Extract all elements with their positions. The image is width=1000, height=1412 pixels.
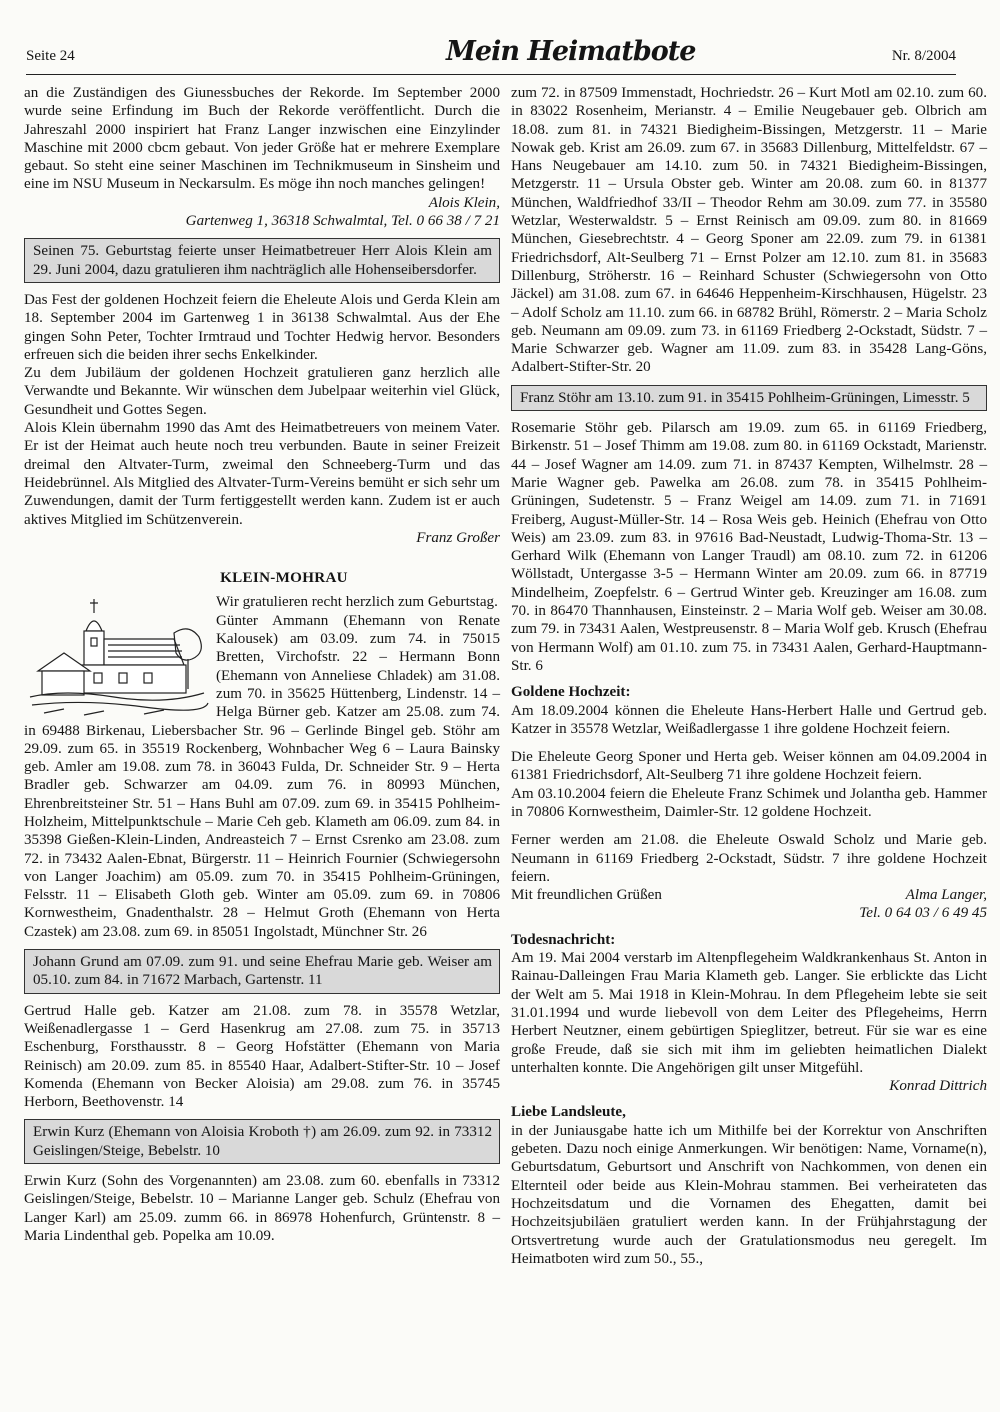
- signature-address: Gartenweg 1, 36318 Schwalmtal, Tel. 0 66 38 / 7 21: [185, 213, 500, 230]
- signature: Alois Klein,: [428, 194, 500, 211]
- heading-dear-compatriots: Liebe Landsleute,: [511, 1104, 626, 1121]
- right-column: [511, 84, 987, 1268]
- paragraph: Ferner werden am 21.08. die Eheleute Oswald Scholz und Marie geb. Neumann in 61169 Friedberg 2-Ockstadt, Südstr. 7 ihre goldene Hochzeit feiern.: [511, 832, 987, 885]
- signature-phone: Tel. 0 64 03 / 6 49 45: [859, 905, 987, 922]
- birthday-list: Günter Ammann (Ehemann von Renate Kalousek) am 03.09. zum 74. in 75015 Bretten, Virchofstr. 22 – Hermann Bonn (Ehemann von Anneliese Chladek) am 31.08. zum 70. in 35625 Hüttenberg, Lindenstr. 14 – Helga Bürner geb. Katzer am 25.08. zum 74. in 69488 Birkenau, Liebersbacher Str. 96 – Gerlinde Bingel geb. Stöhr am 29.09. zum 65. in 35519 Rockenberg, Wohnbacher Weg 6 – Laura Bainsky geb. Amler am 19.08. zum 78. in 36043 Fulda, Dr. Schneider Str. 9 – Herta Bradler geb. Schwarzer am 04.09. zum 76. in 80993 München, Ehrenbreitsteiner Str. 51 – Hans Buhl am 07.09. zum 69. in 35415 Pohlheim-Holzheim, Mittelpunktschule – Marie Ceh geb. Klameth am 06.09. zum 84. in 35398 Gießen-Klein-Linden, Andreasteich 7 – Ernst Csrenko am 23.08. zum 72. in 73432 Aalen-Ebnat, Bürgerstr. 11 – Heinrich Fournier (Schwiegersohn von Langer Joachim) am 05.09. zum 70. in 35415 Pohlheim-Grüningen, Felsstr. 11 – Elisabeth Gloth geb. Winter am 05.09. zum 69. in 70806 Kornwestheim, Gnadenthalstr. 28 – Helmut Groth (Ehemann von Herta Czastek) am 23.08. zum 69. in 85051 Ingolstadt, Münchner Str. 26: [24, 612, 500, 940]
- greeting-row: [511, 886, 987, 904]
- paragraph: Zu dem Jubiläum der goldenen Hochzeit gratulieren ganz herzlich alle Verwandte und Bekannte. Wir wünschen dem Jubelpaar weiterhin viel Glück, Gesundheit und Gottes Segen.: [24, 365, 500, 418]
- birthday-box: Franz Stöhr am 13.10. zum 91. in 35415 Pohlheim-Grüningen, Limesstr. 5: [511, 385, 987, 411]
- signature: Franz Großer: [416, 529, 500, 546]
- paragraph: Das Fest der goldenen Hochzeit feiern die Eheleute Alois und Gerda Klein am 18. September 2004 im Gartenweg 1 in 36138 Schwalmtal. Aus der Ehe gingen Sohn Peter, Tochter Irmtraud und Tochter Hedwig hervor. Besonders erfreuen sich die beiden ihrer sechs Enkelkinder.: [24, 291, 500, 363]
- village-church-illustration: [24, 593, 210, 719]
- header-rule: [26, 74, 956, 75]
- birthday-list: Rosemarie Stöhr geb. Pilarsch am 19.09. zum 65. in 61169 Friedberg, Birkenstr. 51 – Josef Thimm am 19.08. zum 80. in 61169 Ockstadt, Marienstr. 44 – Josef Wagner am 14.09. zum 71. in 87437 Kempten, Wilhelmstr. 28 – Marie Wagner geb. Pawelka am 26.08. zum 78. in 35415 Pohlheim-Grüningen, Sudetenstr. 5 – Franz Weigel am 14.09. zum 71. in 71691 Freiberg, August-Müller-Str. 14 – Rosa Weis geb. Heinich (Ehefrau von Otto Weis) am 23.09. zum 83. in 97616 Bad-Neustadt, Ludwig-Thoma-Str. 13 – Gerhard Wilk (Ehemann von Langer Traudl) am 08.10. zum 72. in 61206 Wöllstadt, Untergasse 3-5 – Hermann Winter am 20.09. zum 66. in 87719 Mindelheim, Zoepfelstr. 6 – Gertrud Winter geb. Kreuzinger am 16.08. zum 70. in 86470 Thannhausen, Einsteinstr. 2 – Maria Wolf geb. Weiser am 30.08. zum 79. in 73431 Aalen, Westpreusenstr. 8 – Maria Wolf geb. Krusch (Ehefrau von Hermann Wolf) am 01.10. zum 75. in 73431 Aalen, Gerhard-Hauptmann-Str. 6: [511, 420, 987, 674]
- signature: Alma Langer,: [905, 887, 987, 904]
- greeting: Mit freundlichen Grüßen: [511, 887, 662, 904]
- intro-text: Wir gratulieren recht herzlich zum Geburtstag.: [216, 594, 498, 611]
- heading-death-notice: Todesnachricht:: [511, 931, 616, 948]
- paragraph: Alois Klein übernahm 1990 das Amt des Heimatbetreuers von meinem Vater. Er ist der Heimat auch heute noch treu verbunden. Baute in seiner Freizeit dreimal den Altvater-Turm, zweimal den Schneeberg-Turm und das Heidebrünnel. Als Mitglied des Altvater-Turm-Vereins bemüht er sich sehr um Zuwendungen, damit der Turm fertiggestellt werden kann. Zudem ist er auch aktives Mitglied im Schützenverein.: [24, 420, 500, 528]
- signature: Konrad Dittrich: [889, 1078, 987, 1095]
- page-number: Seite 24: [26, 48, 75, 64]
- paragraph: Am 19. Mai 2004 verstarb im Altenpflegeheim Waldkrankenhaus St. Anton in Rainau-Dalleingen Frau Maria Klameth geb. Langer. Sie erblickte das Licht der Welt am 5. Mai 1918 in Klein-Mohrau. In dem Pflegeheim lebte sie seit 31.01.1994 und wurde liebevoll von dem Leiter des Pflegeheims, Herrn Herbert Neutzner, einem gebürtigen Spieglitzer, betreut. Für sie war es eine große Freude, daß sie sich mit ihm im geliebten heimatlichen Dialekt unterhalten konnte. Die Angehörigen gilt unser Mitgefühl.: [511, 950, 987, 1076]
- paragraph: Am 18.09.2004 können die Eheleute Hans-Herbert Halle und Gertrud geb. Katzer in 35578 Wetzlar, Weißadlergasse 1 ihre goldene Hochzeit feiern.: [511, 702, 987, 737]
- masthead-logo: Mein Heimatbote: [446, 36, 696, 67]
- birthday-box: Johann Grund am 07.09. zum 91. und seine Ehefrau Marie geb. Weiser am 05.10. zum 84. in 71672 Marbach, Gartenstr. 11: [24, 949, 500, 994]
- page-header: [26, 36, 956, 70]
- birthday-box: Seinen 75. Geburtstag feierte unser Heimatbetreuer Herr Alois Klein am 29. Juni 2004, dazu gratulieren ihm nachträglich alle Hohenseibersdorfer.: [24, 238, 500, 283]
- heading-golden-wedding: Goldene Hochzeit:: [511, 684, 631, 701]
- birthday-list: zum 72. in 87509 Immenstadt, Hochriedstr. 26 – Kurt Motl am 02.10. zum 60. in 83022 Rosenheim, Merianstr. 4 – Emilie Neugebauer geb. Olbrich am 18.08. zum 81. in 74321 Biedigheim-Bissingen, Metzgerstr. 11 – Marie Nowak geb. Krist am 26.09. zum 67. in 35683 Dillenburg, Mittelfeldstr. 67 – Hans Neugebauer am 14.10. zum 50. in 74321 Biedigheim-Bissingen, Metzgerstr. 11 – Ursula Obster geb. Winter am 20.08. zum 60. in 81377 München, Waldfriedhof 33/II – Theodor Rehm am 30.09. zum 77. in 35580 Wetzlar, Westerwaldstr. 5 – Ernst Reinisch am 09.09. zum 80. in 81669 München, Giesebrechtstr. 4 – Georg Sponer am 22.09. zum 79. in 61381 Friedrichsdorf, Alt-Seulberg 71 – Ernst Polzer am 12.10. zum 81. in 35683 Dillenburg, Ströherstr. 16 – Reinhard Schuster (Schwiegersohn von Otto Jäckel) am 31.08. zum 67. in 64646 Heppenheim-Kirschhausen, Hügelstr. 23 – Adolf Scholz am 11.10. zum 66. in 68782 Brühl, Römerstr. 2 – Maria Scholz geb. Neumann am 09.09. zum 73. in 61169 Friedberg 2-Ockstadt, Südstr. 7 – Marie Schwarzer geb. Wagner am 11.09. zum 83. in 35428 Lang-Göns, Adalbert-Stifter-Str. 20: [511, 85, 987, 376]
- paragraph: Am 03.10.2004 feiern die Eheleute Franz Schimek und Jolantha geb. Hammer in 70806 Kornwestheim, Daimler-Str. 12 goldene Hochzeit.: [511, 785, 987, 820]
- paragraph: an die Zuständigen des Giunessbuches der Rekorde. Im September 2000 wurde seine Erfindung im Buch der Rekorde veröffentlicht. Durch die Jahreszahl 2000 inspiriert hat Franz Langer inzwischen eine Einzylinder Maschine mit 2000 cbcm gebaut. Von jeder Größe hat er mehrere Exemplare gebaut. So steht eine seiner Maschinen im Technikmuseum in Sinsheim und eine im NSU Museum in Neckarsulm. Es möge ihn noch manches gelingen!: [24, 85, 500, 193]
- issue-number: Nr. 8/2004: [891, 48, 956, 64]
- birthday-list: Gertrud Halle geb. Katzer am 21.08. zum 78. in 35578 Wetzlar, Weißenadlergasse 1 – Gerd Hasenkrug am 27.08. zum 75. in 35713 Eschenburg, Forsthausstr. 8 – Georg Hofstätter (Ehemann von Maria Reinisch) am 20.09. zum 85. in 85540 Haar, Adalbert-Stifter-Str. 10 – Josef Komenda (Ehemann von Becker Aloisia) am 29.08. zum 76. in 35745 Herborn, Beethovenstr. 14: [24, 1002, 500, 1111]
- birthday-list: Erwin Kurz (Sohn des Vorgenannten) am 23.08. zum 60. ebenfalls in 73312 Geislingen/Steige, Bebelstr. 10 – Marianne Langer geb. Schulz (Ehefrau von Langer Karl) am 25.09. zumm 66. in 86978 Hohenfurch, Grüntenstr. 8 – Maria Lindenthal geb. Popelka am 10.09.: [24, 1173, 500, 1244]
- paragraph: Die Eheleute Georg Sponer und Herta geb. Weiser können am 04.09.2004 in 61381 Friedrichsdorf, Alt-Seulberg 71 ihre goldene Hochzeit feiern.: [511, 749, 987, 784]
- paragraph: in der Juniausgabe hatte ich um Mithilfe bei der Korrektur von Anschriften gebeten. Dazu noch einige Anmerkungen. Wir benötigen: Name, Vorname(n), Geburtsdatum, Geburtsort und Anschrift von Nachkommen, von denen ein Elternteil oder beide aus Klein-Mohrau stammen. Bei verheirateten das Hochzeitsdatum und die Vornamen des Ehegatten, damit bei Hochzeitsjubiläen gratuliert werden kann. In der Frühjahrstagung der Ortsvertretung wurde auch der Gratulationsmodus neu geregelt. Im Heimatboten wird zum 50., 55.,: [511, 1122, 987, 1267]
- birthday-box: Erwin Kurz (Ehemann von Aloisia Kroboth †) am 26.09. zum 92. in 73312 Geislingen/Steige, Bebelstr. 10: [24, 1119, 500, 1164]
- section-title: KLEIN-MOHRAU: [220, 570, 348, 587]
- left-column: [24, 84, 500, 1245]
